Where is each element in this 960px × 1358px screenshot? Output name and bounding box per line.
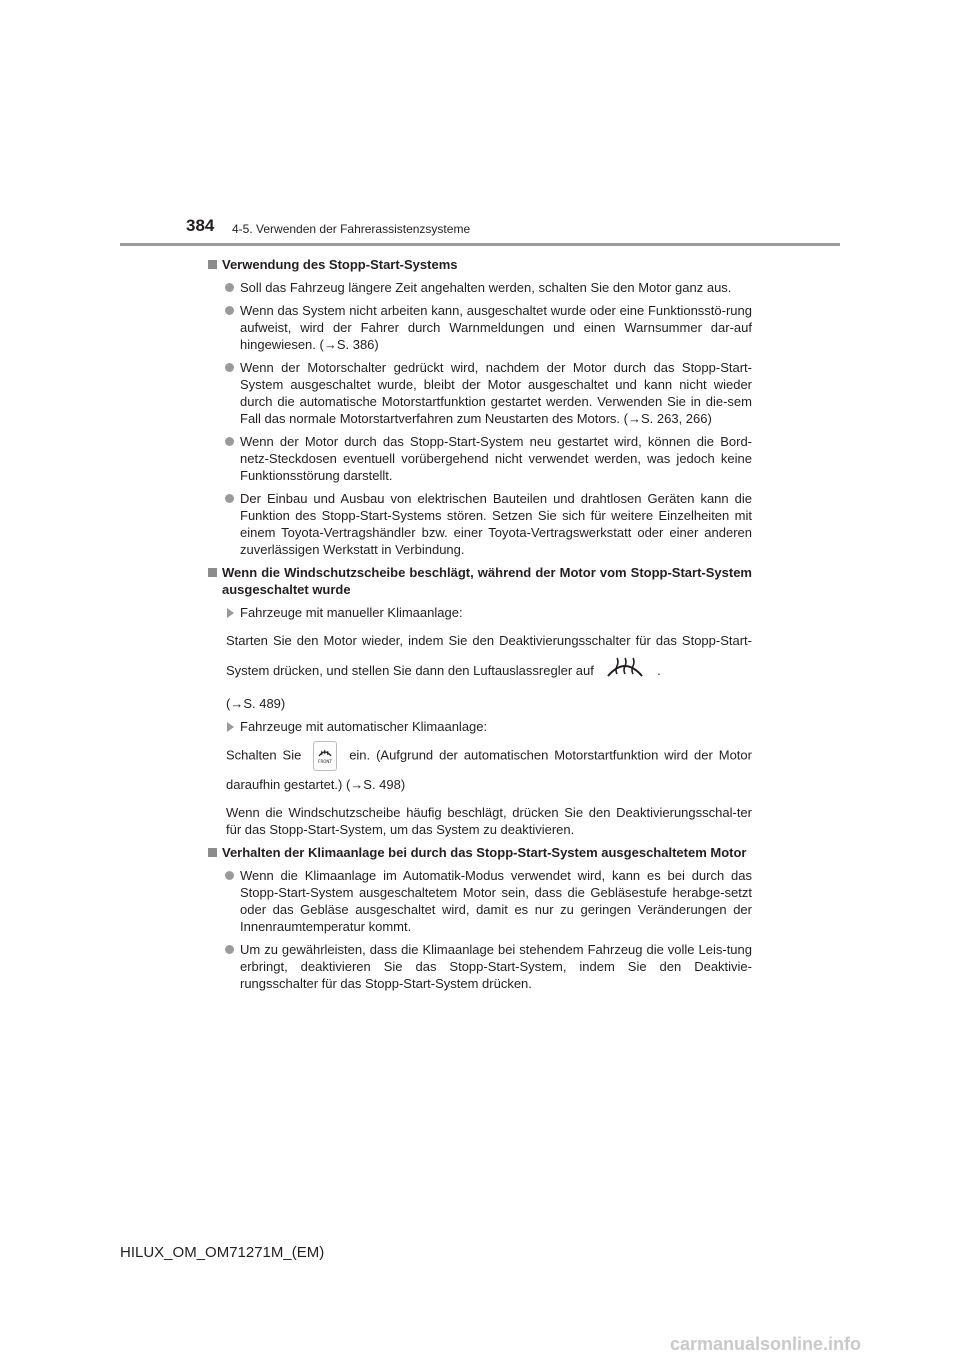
list-item-text: Soll das Fahrzeug längere Zeit angehalten werden, schalten Sie den Motor ganz aus.	[240, 280, 732, 295]
list-item-text: Der Einbau und Ausbau von elektrischen Bauteilen und drahtlosen Geräten kann die Funktion des Stopp-Start-Systems stören. Setzen Sie sich für weitere Einzelheiten mit einem Toyota-Vertragshändler bzw. einer Toyota-Vertragswerkstatt oder einer anderen zuverlässigen Werkstatt in Verbindung.	[240, 491, 752, 557]
heading-climate-text: Verhalten der Klimaanlage bei durch das Stopp-Start-System ausgeschaltetem Motor	[222, 845, 747, 860]
sub-item-label: Fahrzeuge mit manueller Klimaanlage:	[240, 605, 463, 620]
auto-text: Schalten Sie	[226, 747, 302, 763]
page-content	[208, 256, 752, 998]
auto-instructions	[208, 741, 752, 798]
manual-text-end: .	[657, 662, 661, 678]
list-item-text: Wenn die Klimaanlage im Automatik-Modus verwendet wird, kann es bei durch das Stopp-Start-System ausgeschaltetem Motor sein, dass die Gebläsestufe herabge-setzt oder das Gebläse ausgeschaltet wird, damit es nur zu geringen Veränderungen der Innenraumtemperatur kommt.	[240, 868, 752, 934]
list-item	[208, 279, 752, 296]
list-item	[208, 302, 752, 353]
arrow-bullet-icon	[227, 608, 234, 618]
watermark: carmanualsonline.info	[670, 1334, 862, 1354]
auto-text-continued: ein. (Aufgrund der automatischen Motorstartfunktion wird der Motor daraufhin gestartet.) (→S. 498)	[226, 747, 752, 792]
manual-instructions	[208, 627, 752, 689]
list-item-text: Um zu gewährleisten, dass die Klimaanlage bei stehendem Fahrzeug die volle Leis-tung erbringt, deaktivieren Sie das Stopp-Start-System, indem Sie den Deaktivie-rungsschalter für das Stopp-Start-System drücken.	[240, 942, 752, 991]
sub-item-label: Fahrzeuge mit automatischer Klimaanlage:	[240, 719, 488, 734]
arrow-bullet-icon	[227, 722, 234, 732]
circle-bullet-icon	[225, 306, 234, 315]
front-defroster-button-icon	[313, 741, 337, 771]
header-rule	[120, 243, 840, 246]
heading-climate	[208, 844, 752, 861]
list-item	[208, 359, 752, 427]
sub-item-manual	[208, 604, 752, 621]
circle-bullet-icon	[225, 871, 234, 880]
circle-bullet-icon	[225, 494, 234, 503]
list-item-text: Wenn der Motorschalter gedrückt wird, nachdem der Motor durch das Stopp-Start-System ausgeschaltet wurde, bleibt der Motor ausgeschaltet und kann nicht wieder durch die automatische Motorstartfunktion gestartet werden. Verwenden Sie in die-sem Fall das normale Motorstartverfahren zum Neustarten des Motors. (→S. 263, 266)	[240, 360, 752, 426]
heading-usage-text: Verwendung des Stopp-Start-Systems	[222, 257, 458, 272]
front-icon-label: FRONT	[318, 759, 333, 764]
circle-bullet-icon	[225, 363, 234, 372]
list-item	[208, 490, 752, 558]
circle-bullet-icon	[225, 945, 234, 954]
page-number: 384	[186, 216, 215, 235]
circle-bullet-icon	[225, 437, 234, 446]
list-item-text: Wenn der Motor durch das Stopp-Start-System neu gestartet wird, können die Bord-netz-Steckdosen eventuell vorübergehend nicht verwendet werden, was jedoch keine Funktionsstörung darstellt.	[240, 434, 752, 483]
square-bullet-icon	[208, 848, 217, 857]
fog-note: Wenn die Windschutzscheibe häufig beschlägt, drücken Sie den Deaktivierungsschal-ter für das Stopp-Start-System, um das System zu deaktivieren.	[226, 805, 752, 837]
manual-text: Starten Sie den Motor wieder, indem Sie den Deaktivierungsschalter für das Stopp-Start-System drücken, und stellen Sie dann den Luftauslassregler auf	[226, 633, 752, 678]
circle-bullet-icon	[225, 283, 234, 292]
heading-fog-text: Wenn die Windschutzscheibe beschlägt, während der Motor vom Stopp-Start-System ausgeschaltet wurde	[222, 565, 752, 597]
list-item	[208, 433, 752, 484]
list-item-text: Wenn das System nicht arbeiten kann, ausgeschaltet wurde oder eine Funktionsstö-rung aufweist, wird der Fahrer durch Warnmeldungen und einen Warnsummer dar-auf hingewiesen. (→S. 386)	[240, 303, 752, 352]
list-item	[208, 941, 752, 992]
square-bullet-icon	[208, 260, 217, 269]
windshield-defroster-icon	[603, 654, 647, 689]
document-id: HILUX_OM_OM71271M_(EM)	[120, 1244, 325, 1261]
list-item	[208, 867, 752, 935]
heading-fog	[208, 564, 752, 598]
section-title: 4-5. Verwenden der Fahrerassistenzsysteme	[232, 222, 471, 236]
manual-reference: (→S. 489)	[226, 696, 286, 711]
heading-usage	[208, 256, 752, 273]
square-bullet-icon	[208, 568, 217, 577]
sub-item-auto	[208, 718, 752, 735]
